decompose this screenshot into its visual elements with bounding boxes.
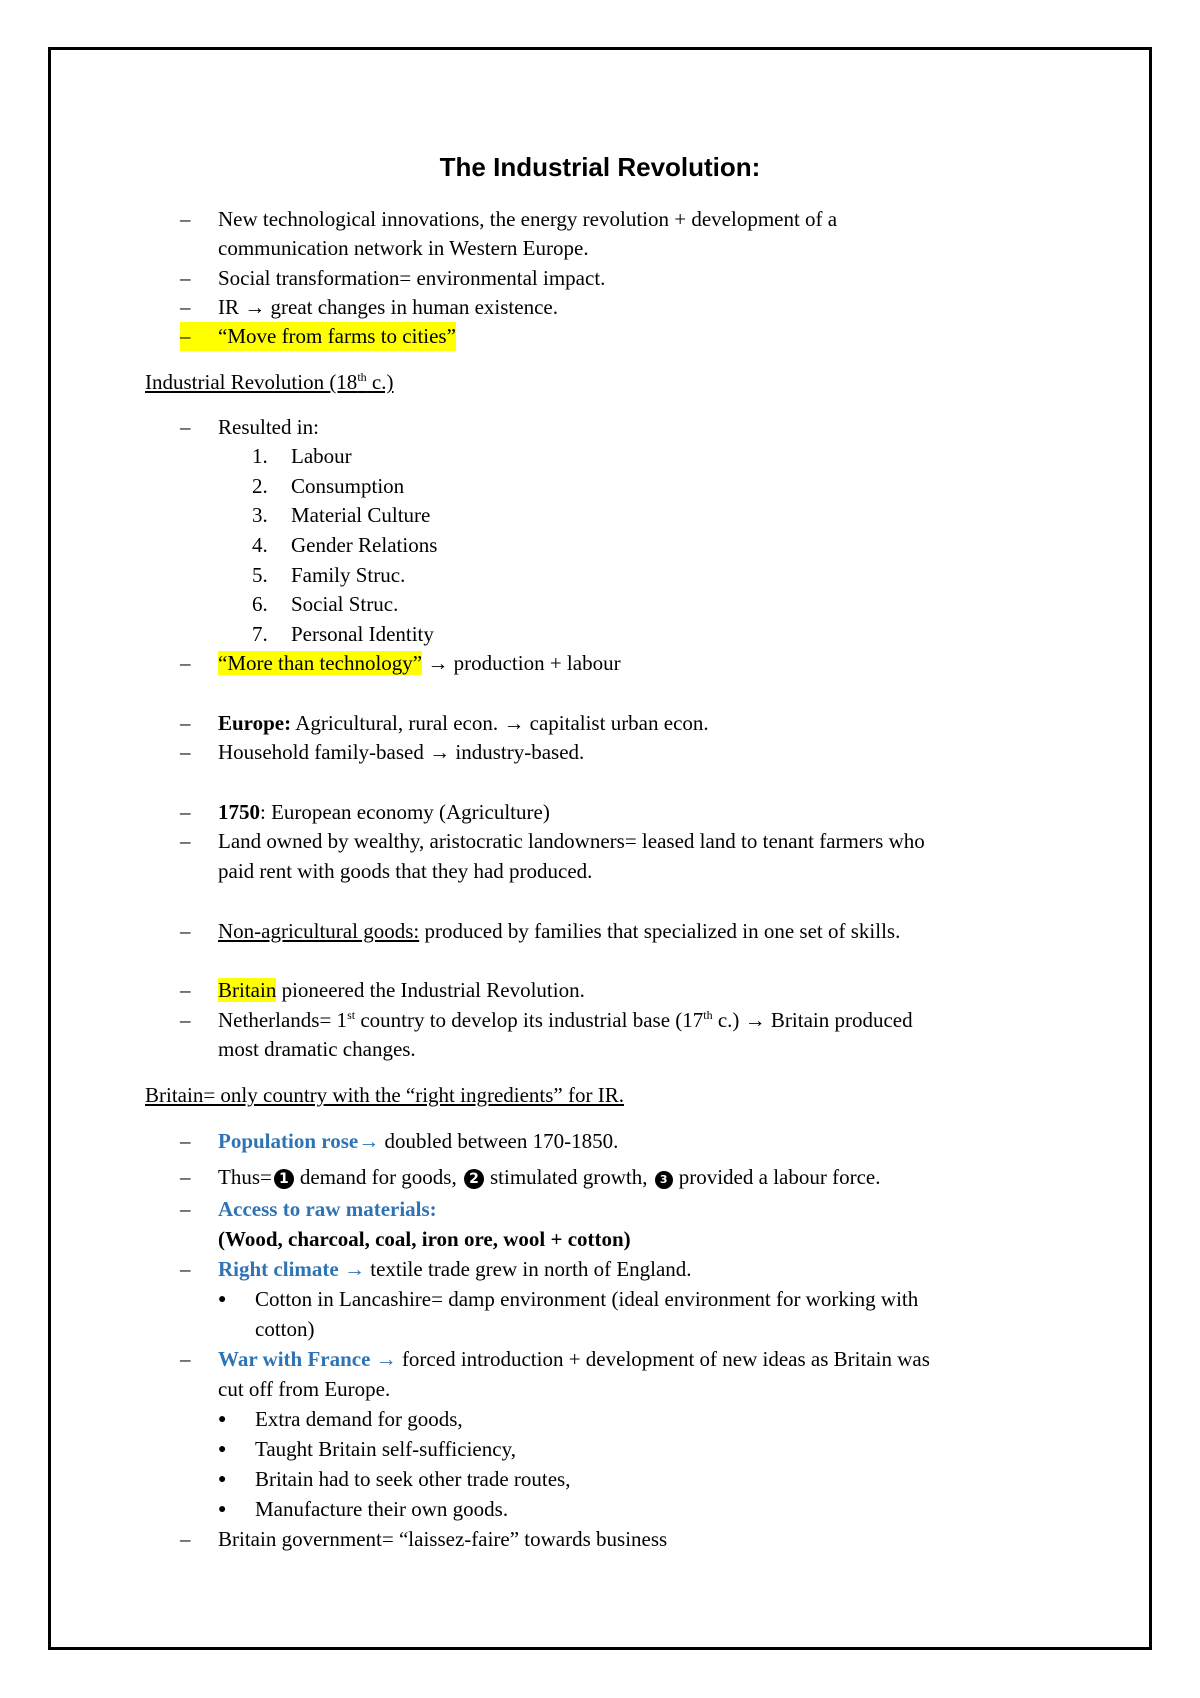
list-number: 3. (252, 503, 268, 527)
superscript: th (357, 370, 367, 384)
blue-label: Population rose→ (218, 1129, 380, 1153)
bullet-marker: ● (218, 1292, 227, 1307)
dash-marker: – (180, 295, 191, 319)
list-text: Labour (291, 444, 352, 468)
bullet-marker: ● (218, 1442, 227, 1457)
list-text: Consumption (291, 474, 405, 498)
body-text: Agricultural, rural econ. → capitalist urban econ. (291, 711, 709, 735)
dash-marker: – (180, 800, 191, 824)
bold-label: Europe: (218, 711, 292, 735)
list-number: 1. (252, 444, 268, 468)
list-text: Personal Identity (291, 622, 434, 646)
bullet-marker: ● (218, 1502, 227, 1517)
page-title: The Industrial Revolution: (439, 152, 761, 182)
body-text: Cotton in Lancashire= damp environment (ideal environment for working with (255, 1287, 919, 1311)
body-text: cut off from Europe. (218, 1377, 391, 1401)
dash-marker: – (180, 1008, 191, 1032)
blue-label: Access to raw materials: (218, 1197, 437, 1221)
blue-label: War with France → (218, 1347, 397, 1371)
heading-text: c.) (366, 370, 394, 394)
body-text: demand for goods, (299, 1165, 457, 1189)
intro-text: New technological innovations, the energy revolution + development of a (218, 207, 838, 231)
body-text: pioneered the Industrial Revolution. (276, 978, 585, 1002)
resulted-in-text: Resulted in: (218, 415, 319, 439)
intro-text: communication network in Western Europe. (218, 236, 589, 260)
list-number: 4. (252, 533, 268, 557)
body-text: provided a labour force. (678, 1165, 881, 1189)
number-circle-1-icon: 1 (274, 1169, 294, 1189)
dash-marker: – (180, 978, 191, 1002)
list-text: Social Struc. (291, 592, 399, 616)
list-text: Gender Relations (291, 533, 438, 557)
body-text: cotton) (255, 1317, 315, 1341)
heading-text: Britain= only country with the “right ingredients” for IR. (145, 1083, 624, 1107)
number-circle-3-icon: 3 (655, 1171, 673, 1189)
superscript: st (347, 1008, 356, 1022)
dash-marker: – (180, 1197, 191, 1221)
blue-label: Right climate → (218, 1257, 365, 1281)
body-text: Manufacture their own goods. (255, 1497, 509, 1521)
body-text: Britain had to seek other trade routes, (255, 1467, 571, 1491)
dash-marker: – (180, 919, 191, 943)
body-text: textile trade grew in north of England. (364, 1257, 692, 1281)
dash-marker: – (180, 1347, 191, 1371)
list-number: 2. (252, 474, 268, 498)
body-text: forced introduction + development of new ideas as Britain was (396, 1347, 930, 1371)
highlighted-text: “Move from farms to cities” (218, 322, 456, 351)
body-text: Netherlands= 1 (218, 1008, 348, 1032)
highlighted-text: Britain (218, 978, 277, 1002)
list-text: Family Struc. (291, 563, 406, 587)
intro-text: Social transformation= environmental impact. (218, 266, 606, 290)
body-text: most dramatic changes. (218, 1037, 416, 1061)
body-text: Thus= (218, 1165, 272, 1189)
dash-marker: – (180, 1527, 191, 1551)
underlined-text: Non-agricultural goods: (218, 919, 420, 943)
number-circle-2-icon: 2 (464, 1169, 484, 1189)
dash-marker: – (180, 711, 191, 735)
body-text: Extra demand for goods, (255, 1407, 463, 1431)
body-text: Britain government= “laissez-faire” towards business (218, 1527, 668, 1551)
heading-text: Industrial Revolution (18 (145, 370, 358, 394)
dash-marker: – (180, 322, 218, 351)
body-text: : European economy (Agriculture) (260, 800, 550, 824)
dash-marker: – (180, 415, 191, 439)
body-text: paid rent with goods that they had produced. (218, 859, 593, 883)
body-text: stimulated growth, (489, 1165, 648, 1189)
body-text: → production + labour (422, 651, 621, 675)
dash-marker: – (180, 1129, 191, 1153)
dash-marker: – (180, 207, 191, 231)
body-text: country to develop its industrial base (17 (355, 1008, 704, 1032)
bullet-marker: ● (218, 1472, 227, 1487)
dash-marker: – (180, 1257, 191, 1281)
dash-marker: – (180, 651, 191, 675)
dash-marker: – (180, 1165, 191, 1189)
highlighted-text: “More than technology” (218, 651, 423, 675)
body-text: Land owned by wealthy, aristocratic landowners= leased land to tenant farmers who (218, 829, 925, 853)
dash-marker: – (180, 740, 191, 764)
bullet-marker: ● (218, 1412, 227, 1427)
list-number: 6. (252, 592, 268, 616)
list-number: 5. (252, 563, 268, 587)
body-text: Household family-based → industry-based. (218, 740, 585, 764)
intro-text: IR → great changes in human existence. (218, 295, 558, 319)
body-text: produced by families that specialized in one set of skills. (419, 919, 901, 943)
superscript: th (703, 1008, 713, 1022)
bold-text: (Wood, charcoal, coal, iron ore, wool + cotton) (218, 1227, 631, 1251)
dash-marker: – (180, 266, 191, 290)
body-text: doubled between 170-1850. (379, 1129, 619, 1153)
list-number: 7. (252, 622, 268, 646)
body-text: Taught Britain self-sufficiency, (255, 1437, 516, 1461)
bold-label: 1750 (218, 800, 260, 824)
body-text: c.) → Britain produced (712, 1008, 913, 1032)
dash-marker: – (180, 829, 191, 853)
list-text: Material Culture (291, 503, 431, 527)
